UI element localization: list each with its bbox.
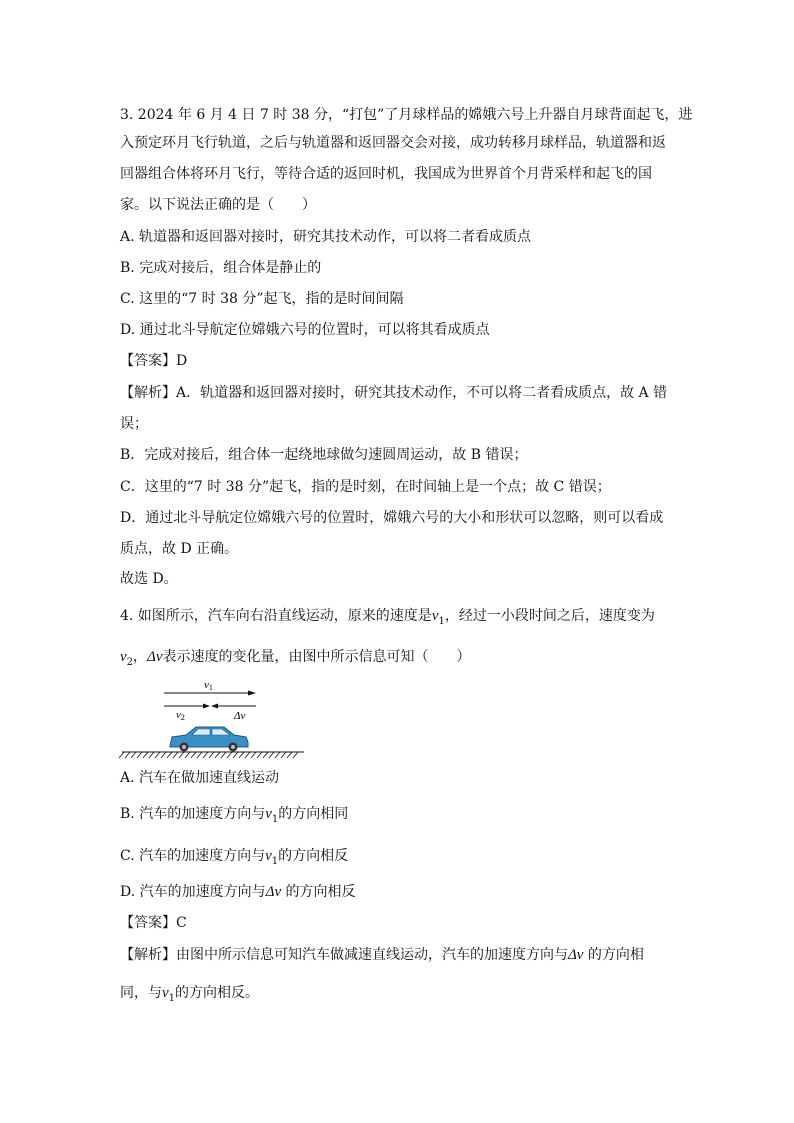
q3-analysis-line-7: 故选 D。 [120,571,178,587]
v-subscript: 1 [168,992,176,1004]
v-symbol: v [120,649,127,665]
v-subscript: 1 [271,813,279,825]
analysis-text: 由图中所示信息可知汽车做减速直线运动，汽车的加速度方向与 [176,947,568,963]
q4-option-d [120,882,356,902]
q4-analysis-line-2 [120,983,259,1009]
q3-analysis-line-5: D．通过北斗导航定位嫦娥六号的位置时，嫦娥六号的大小和形状可以忽略，则可以看成 [120,510,664,526]
delta-v-symbol: Δv [147,649,163,665]
option-text: B. 汽车的加速度方向与 [120,806,266,822]
analysis-text: 的方向相 [583,947,644,963]
option-text: 的方向相同 [278,806,349,822]
q4-stem-text: 4. 如图所示，汽车向右沿直线运动，原来的速度是 [120,608,432,624]
delta-v-symbol: Δv [265,884,282,900]
q3-stem-line-2: 入预定环月飞行轨道，之后与轨道器和返回器交会对接，成功转移月球样品，轨道器和返 [120,135,666,151]
v2-arrowhead [203,704,210,709]
q3-option-d: D. 通过北斗导航定位嫦娥六号的位置时，可以将其看成质点 [120,322,490,338]
answer-label: 【答案】 [120,915,176,931]
answer-value: D [176,353,188,369]
v-subscript: 2 [126,656,134,668]
q3-option-c: C. 这里的“7 时 38 分”起飞，指的是时间间隔 [120,291,404,307]
option-text: 的方向相反 [281,884,356,900]
v-symbol: v [431,608,439,624]
v-symbol: v [162,985,169,1001]
delta-v-arrowhead [211,704,218,709]
v-symbol: v [265,848,272,864]
delta-v-label: Δv [234,710,246,722]
option-text: 的方向相反 [278,848,349,864]
car-velocity-figure [118,676,310,760]
analysis-text: 同，与 [120,985,162,1001]
q3-option-a: A. 轨道器和返回器对接时，研究其技术动作，可以将二者看成质点 [120,229,532,245]
answer-value: C [176,915,187,931]
q3-analysis-line-3: B．完成对接后，组合体一起绕地球做匀速圆周运动，故 B 错误； [120,447,528,463]
q3-analysis-line-1 [120,383,667,403]
analysis-label: 【解析】 [120,385,176,401]
option-text: D. 汽车的加速度方向与 [120,884,266,900]
q3-stem-line-4: 家。以下说法正确的是（ ） [120,197,316,213]
ground [119,752,304,758]
v-subscript: 1 [271,855,279,867]
q3-stem-line-3: 回器组合体将环月飞行，等待合适的返回时机，我国成为世界首个月背采样和起飞的国 [120,166,652,182]
v2-label: v2 [176,709,185,722]
q4-answer [120,913,187,933]
q3-stem-line-1: 3. 2024 年 6 月 4 日 7 时 38 分，“打包”了月球样品的嫦娥六号上升器自月球背面起飞，进 [120,107,693,123]
q3-answer [120,351,187,371]
q4-stem-text: ，经过一小段时间之后，速度变为 [444,608,655,624]
v1-arrowhead [248,691,256,696]
v-subscript: 1 [438,615,445,627]
q4-analysis-line-1 [120,945,644,965]
q4-option-c [120,846,348,872]
v1-label: v1 [204,679,213,692]
q4-stem-text: 表示速度的变化量，由图中所示信息可知（ ） [162,649,471,665]
q3-option-b: B. 完成对接后，组合体是静止的 [120,260,322,276]
delta-v-symbol: Δv [568,947,584,963]
answer-label: 【答案】 [120,353,176,369]
option-text: C. 汽车的加速度方向与 [120,848,266,864]
q4-stem-line-2 [120,647,471,673]
q4-option-b [120,804,348,830]
q4-stem-line-1 [120,606,655,632]
analysis-text: 的方向相反。 [175,985,260,1001]
q3-analysis-line-4: C．这里的“7 时 38 分”起飞，指的是时刻，在时间轴上是一个点；故 C 错误； [120,479,611,495]
q3-analysis-line-2: 误； [120,416,148,432]
car-icon [170,727,248,752]
analysis-text: A．轨道器和返回器对接时，研究其技术动作，不可以将二者看成质点，故 A 错 [176,385,668,401]
v-symbol: v [265,806,272,822]
q3-analysis-line-6: 质点，故 D 正确。 [120,541,239,557]
q4-option-a: A. 汽车在做加速直线运动 [120,770,280,786]
analysis-label: 【解析】 [120,947,176,963]
q4-stem-text: ， [133,649,148,665]
